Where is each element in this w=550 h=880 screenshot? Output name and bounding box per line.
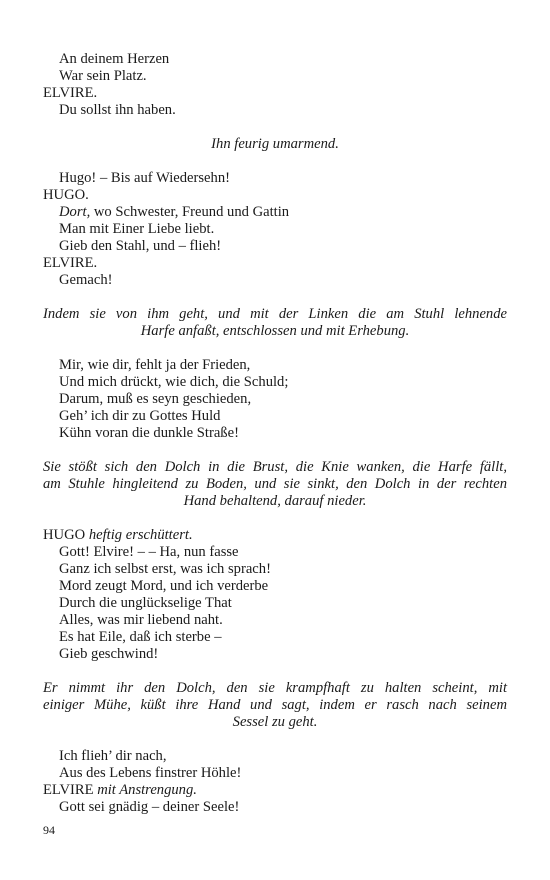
verse-line: Darum, muß es seyn geschieden, bbox=[59, 391, 252, 407]
speaker-direction: mit Anstrengung. bbox=[97, 782, 197, 798]
stage-direction bbox=[43, 459, 507, 510]
verse-line: Es hat Eile, daß ich sterbe – bbox=[59, 629, 222, 645]
stage-line: Sessel zu geht. bbox=[232, 714, 318, 730]
speaker-direction: heftig erschüttert. bbox=[88, 527, 193, 543]
play-text bbox=[43, 51, 507, 816]
verse-line: Durch die unglückselige That bbox=[59, 595, 232, 611]
speaker-name: ELVIRE. bbox=[43, 85, 98, 101]
speaker-heading bbox=[43, 187, 507, 204]
verse-line: Gott sei gnädig – deiner Seele! bbox=[59, 799, 240, 815]
verse-block bbox=[43, 102, 507, 119]
verse-line: Mir, wie dir, fehlt ja der Frieden, bbox=[59, 357, 251, 373]
verse-line: Hugo! – Bis auf Wiedersehn! bbox=[59, 170, 230, 186]
verse-line: Kühn voran die dunkle Straße! bbox=[59, 425, 239, 441]
verse-line: Ganz ich selbst erst, was ich sprach! bbox=[59, 561, 271, 577]
speaker-heading bbox=[43, 527, 507, 544]
stage-line: am Stuhle hingleitend zu Boden, und sie sinkt, den Dolch in der rechten bbox=[43, 476, 507, 492]
stage-paragraph bbox=[43, 306, 507, 340]
speaker-name: HUGO bbox=[43, 527, 86, 543]
verse-line: Gemach! bbox=[59, 272, 113, 288]
stage-line: Hand behaltend, darauf nieder. bbox=[183, 493, 367, 509]
stage-direction bbox=[43, 680, 507, 731]
verse-line: Alles, was mir liebend naht. bbox=[59, 612, 223, 628]
verse-block bbox=[43, 799, 507, 816]
stage-line: Er nimmt ihr den Dolch, den sie krampfhaft zu halten scheint, mit bbox=[43, 680, 507, 696]
stage-line: Harfe anfaßt, entschlossen und mit Erhebung. bbox=[140, 323, 410, 339]
verse-line: Mord zeugt Mord, und ich verderbe bbox=[59, 578, 269, 594]
stage-line: Sie stößt sich den Dolch in die Brust, die Knie wanken, die Harfe fällt, bbox=[43, 459, 507, 475]
verse-line: Und mich drückt, wie dich, die Schuld; bbox=[59, 374, 289, 390]
stage-paragraph bbox=[43, 459, 507, 510]
speaker-heading bbox=[43, 255, 507, 272]
speaker-name: ELVIRE. bbox=[43, 255, 98, 271]
verse-line: Dort, wo Schwester, Freund und Gattin bbox=[59, 204, 290, 220]
page-number: 94 bbox=[43, 823, 55, 837]
stage-line: Ihn feurig umarmend. bbox=[211, 136, 339, 152]
stage-paragraph bbox=[43, 680, 507, 731]
verse-line: Gieb den Stahl, und – flieh! bbox=[59, 238, 222, 254]
verse-line: Ich flieh’ dir nach, bbox=[59, 748, 167, 764]
stage-direction bbox=[43, 306, 507, 340]
verse-line: An deinem Herzen bbox=[59, 51, 170, 67]
verse-line: Man mit Einer Liebe liebt. bbox=[59, 221, 215, 237]
verse-block bbox=[43, 544, 507, 663]
verse-line: Gieb geschwind! bbox=[59, 646, 159, 662]
speaker-heading bbox=[43, 85, 507, 102]
verse-line: War sein Platz. bbox=[59, 68, 147, 84]
verse-block bbox=[43, 272, 507, 289]
verse-block bbox=[43, 170, 507, 187]
verse-block bbox=[43, 748, 507, 782]
verse-block bbox=[43, 204, 507, 255]
verse-line: Geh’ ich dir zu Gottes Huld bbox=[59, 408, 221, 424]
verse-line: Gott! Elvire! – – Ha, nun fasse bbox=[59, 544, 239, 560]
stage-line: einiger Mühe, küßt ihre Hand und sagt, indem er rasch nach seinem bbox=[43, 697, 507, 713]
speaker-name: HUGO. bbox=[43, 187, 89, 203]
verse-block bbox=[43, 51, 507, 85]
verse-line: Du sollst ihn haben. bbox=[59, 102, 176, 118]
stage-line: Indem sie von ihm geht, und mit der Linken die am Stuhl lehnende bbox=[43, 306, 507, 322]
speaker-heading bbox=[43, 782, 507, 799]
verse-block bbox=[43, 357, 507, 442]
stage-direction bbox=[43, 136, 507, 153]
verse-line: Aus des Lebens finstrer Höhle! bbox=[59, 765, 242, 781]
speaker-name: ELVIRE bbox=[43, 782, 94, 798]
